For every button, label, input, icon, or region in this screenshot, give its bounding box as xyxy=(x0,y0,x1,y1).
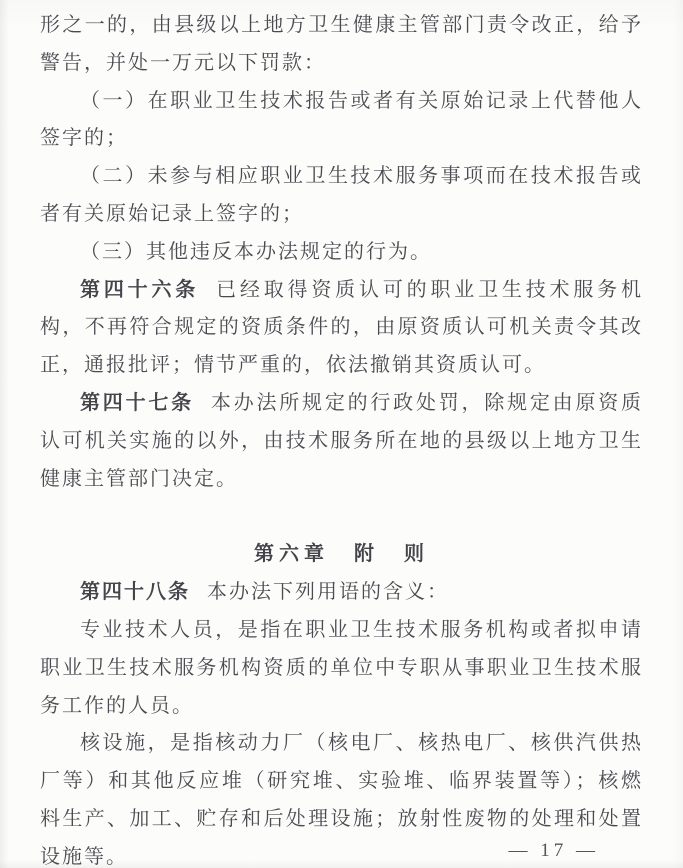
article-text: 已经取得资质认可的职业卫生技术服务机构，不再符合规定的资质条件的，由原资质认可机关责令其改正，通报批评；情节严重的，依法撤销其资质认可。 xyxy=(40,278,644,377)
body-paragraph: 核设施，是指核动力厂（核电厂、核热电厂、核供汽供热厂等）和其他反应堆（研究堆、实验堆、临界装置等）；核燃料生产、加工、贮存和后处理设施；放射性废物的处理和处置设施等。 xyxy=(40,732,643,868)
body-paragraph: （二）未参与相应职业卫生技术服务事项而在技术报告或者有关原始记录上签字的； xyxy=(40,165,643,225)
body-paragraph: 专业技术人员，是指在职业卫生技术服务机构或者拟申请职业卫生技术服务机构资质的单位中专职从事职业卫生技术服务工作的人员。 xyxy=(40,618,643,717)
page-number: — 17 — xyxy=(508,840,599,861)
article-number: 第四十七条 xyxy=(80,391,194,414)
article-text: 本办法下列用语的含义： xyxy=(207,581,449,604)
chapter-heading: 第六章 附 则 xyxy=(254,543,429,566)
article-paragraph xyxy=(40,385,643,498)
article-number: 第四十八条 xyxy=(80,581,190,604)
body-paragraph: （一）在职业卫生技术报告或者有关原始记录上代替他人签字的； xyxy=(40,89,643,150)
body-paragraph: （三）其他违反本办法规定的行为。 xyxy=(80,240,432,263)
body-paragraph: 形之一的，由县级以上地方卫生健康主管部门责令改正，给予警告，并处一万元以下罚款： xyxy=(40,14,643,74)
article-paragraph xyxy=(40,272,643,385)
article-number: 第四十六条 xyxy=(80,278,200,301)
article-text: 本办法所规定的行政处罚，除规定由原资质认可机关实施的以外，由技术服务所在地的县级以上地方卫生健康主管部门决定。 xyxy=(40,391,644,490)
article-paragraph xyxy=(40,574,643,612)
